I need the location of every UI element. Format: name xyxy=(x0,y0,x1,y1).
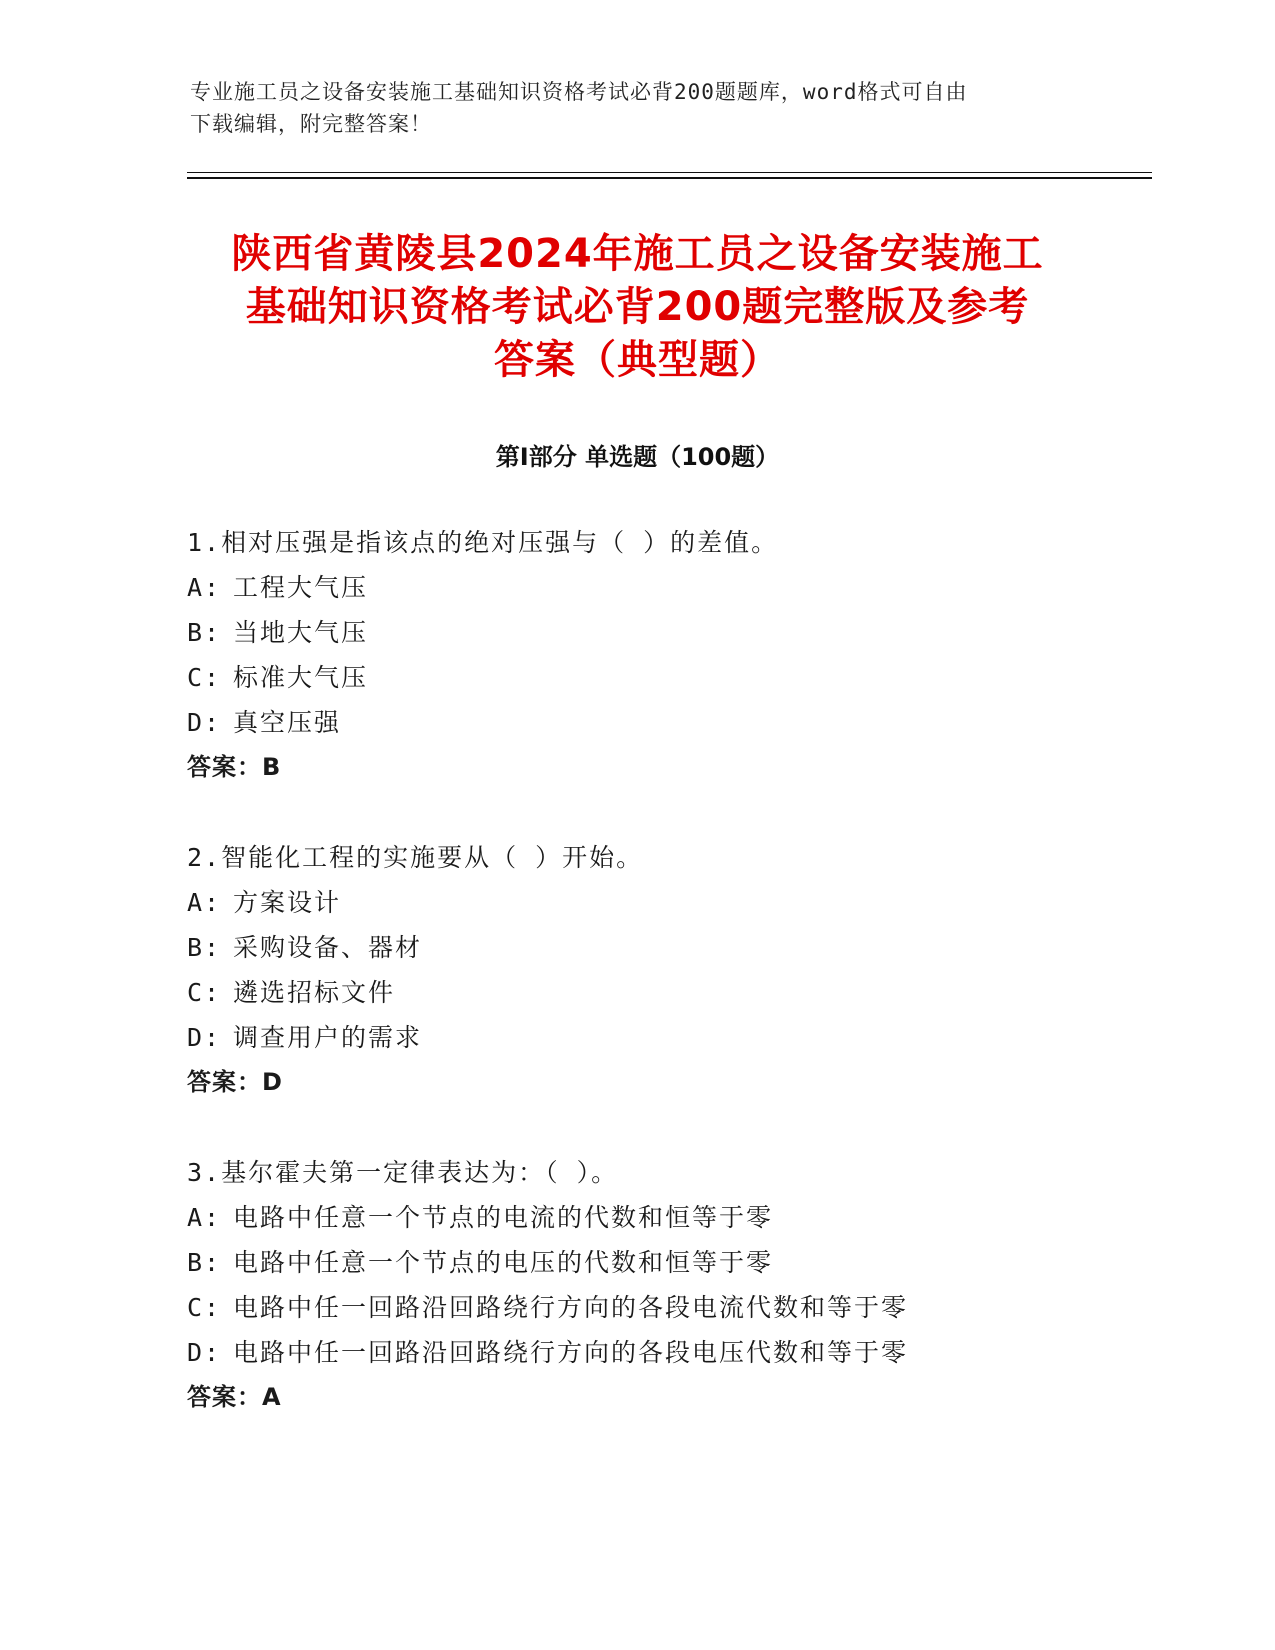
option-b xyxy=(187,610,1187,655)
option-a xyxy=(187,565,1187,610)
option-letter: C: xyxy=(187,663,222,692)
option-letter: B: xyxy=(187,1248,222,1277)
document-title-line-2: 基础知识资格考试必背200题完整版及参考 xyxy=(245,284,1030,330)
option-a xyxy=(187,880,1187,925)
answer-line: 答案：D xyxy=(187,1068,283,1096)
option-letter: D: xyxy=(187,1338,222,1367)
question-stem: 2.智能化工程的实施要从（ ）开始。 xyxy=(187,843,644,872)
option-b xyxy=(187,925,1187,970)
question-stem: 1.相对压强是指该点的绝对压强与（ ）的差值。 xyxy=(187,528,779,557)
option-text: 电路中任一回路沿回路绕行方向的各段电压代数和等于零 xyxy=(233,1338,909,1367)
header-note-line-1: 专业施工员之设备安装施工基础知识资格考试必背200题题库，word格式可自由 xyxy=(190,80,968,104)
option-letter: D: xyxy=(187,1023,222,1052)
question-stem: 3.基尔霍夫第一定律表达为：（ ）。 xyxy=(187,1158,619,1187)
option-text: 电路中任意一个节点的电流的代数和恒等于零 xyxy=(233,1203,774,1232)
option-text: 方案设计 xyxy=(233,888,342,917)
option-text: 采购设备、器材 xyxy=(233,933,423,962)
option-a xyxy=(187,1195,1187,1240)
answer-line: 答案：B xyxy=(187,753,282,781)
document-title-line-3: 答案（典型题） xyxy=(494,337,781,383)
option-letter: C: xyxy=(187,1293,222,1322)
header-note xyxy=(190,76,1090,140)
question-1 xyxy=(187,520,1187,790)
question-2 xyxy=(187,835,1187,1105)
option-letter: B: xyxy=(187,618,222,647)
option-letter: B: xyxy=(187,933,222,962)
option-text: 遴选招标文件 xyxy=(233,978,396,1007)
option-letter: A: xyxy=(187,888,222,917)
option-text: 调查用户的需求 xyxy=(233,1023,423,1052)
option-c xyxy=(187,1285,1187,1330)
option-letter: C: xyxy=(187,978,222,1007)
option-text: 当地大气压 xyxy=(233,618,369,647)
option-letter: D: xyxy=(187,708,222,737)
option-d xyxy=(187,700,1187,745)
option-b xyxy=(187,1240,1187,1285)
option-letter: A: xyxy=(187,1203,222,1232)
option-text: 电路中任意一个节点的电压的代数和恒等于零 xyxy=(233,1248,774,1277)
section-heading: 第Ⅰ部分 单选题（100题） xyxy=(495,443,780,471)
header-divider-bottom xyxy=(187,177,1152,179)
document-title xyxy=(160,228,1115,387)
option-text: 真空压强 xyxy=(233,708,342,737)
option-text: 标准大气压 xyxy=(233,663,369,692)
option-c xyxy=(187,970,1187,1015)
option-d xyxy=(187,1330,1187,1375)
option-c xyxy=(187,655,1187,700)
option-d xyxy=(187,1015,1187,1060)
option-text: 工程大气压 xyxy=(233,573,369,602)
option-text: 电路中任一回路沿回路绕行方向的各段电流代数和等于零 xyxy=(233,1293,909,1322)
header-note-line-2: 下载编辑，附完整答案！ xyxy=(190,112,432,136)
document-title-line-1: 陕西省黄陵县2024年施工员之设备安装施工 xyxy=(231,231,1044,277)
header-divider-top xyxy=(187,172,1152,173)
option-letter: A: xyxy=(187,573,222,602)
question-3 xyxy=(187,1150,1187,1420)
answer-line: 答案：A xyxy=(187,1383,282,1411)
